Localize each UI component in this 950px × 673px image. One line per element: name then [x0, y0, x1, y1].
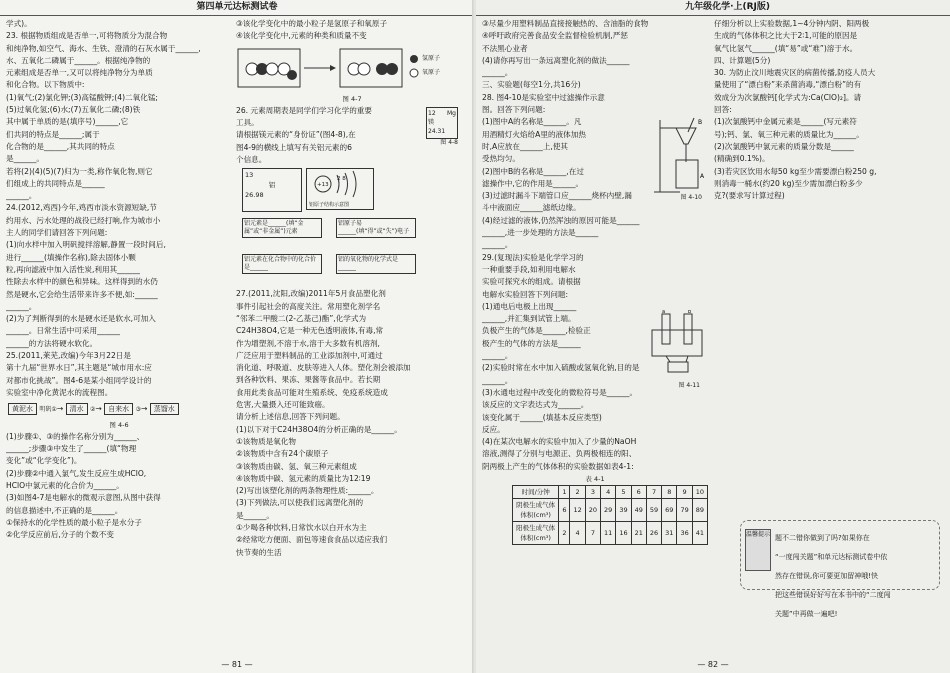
text-line: ______。	[482, 351, 513, 361]
text-line: 个信息。	[236, 155, 267, 165]
text-line: 克?(要求写计算过程)	[714, 191, 785, 201]
text-line: 变化”或“化学变化”)。	[6, 456, 82, 466]
text-line: ③该物质由碳、氢、氧三种元素组成	[236, 461, 357, 471]
text-line: 危害,大量摄入还可能致癌。	[236, 400, 330, 410]
legend-label: 氧原子	[422, 68, 441, 76]
table-row	[513, 499, 708, 522]
table-header-cell: 10	[692, 486, 707, 499]
text-line: ④呼吁政府完善食品安全监督检验机制,严惩	[482, 31, 628, 41]
figure-4-9	[236, 168, 468, 288]
table-cell: 21	[631, 522, 646, 545]
right-column-1	[482, 18, 708, 651]
table-cell: 2	[559, 522, 570, 545]
flow-chart-4-6: 黄泥水 明矾①→ 清水 ②→ 自来水 ③→ 蒸馏水	[8, 403, 232, 416]
element-card-mg	[426, 107, 458, 139]
text-line: 斗中液面应______滤纸边缘。	[482, 203, 581, 213]
text-line: ______;步骤③中发生了______(填“物理	[6, 444, 137, 454]
text-line: ③该化学变化中的最小粒子是氢原子和氧原子	[236, 19, 388, 28]
text-line: 和化合物。以下物质中:	[6, 80, 85, 90]
text-line: 对都市化挑战”。图4-6是某小组同学设计的	[6, 375, 152, 385]
legend-label: 氢原子	[422, 54, 441, 62]
text-line: 则消毒一桶水(约20 kg)至少需加漂白粉多少	[714, 178, 863, 188]
text-line: “邻苯二甲酸二(2-乙基己)酯”,化学式为	[236, 313, 367, 323]
text-line: 其中属于单质的是(填序号)______,它	[6, 117, 129, 127]
al-mass: 26.98	[245, 191, 264, 200]
text-line: (5)过氧化氢;(6)水;(7)五氧化二磷;(8)铁	[6, 105, 141, 115]
text-line: 不法黑心业者	[482, 43, 528, 53]
text-line: 图4-9的横线上填写有关铝元素的6	[236, 142, 352, 152]
table-header-cell: 2	[570, 486, 585, 499]
flow-arrow: ③	[135, 406, 141, 414]
text-line: 28. 图4-10是实验室中过滤操作示意	[482, 92, 605, 102]
atom-core: +13	[317, 182, 329, 189]
text-line: ②经常吃方便面、面包等速食食品以适应我们	[236, 535, 388, 545]
text-line: (4)在某次电解水的实验中加入了少量的NaOH	[482, 437, 637, 447]
info-box: 铝原子易______(填“得”或“失”)电子	[336, 218, 416, 238]
text-line: (2)实验时常在水中加入硫酸或氢氧化钠,目的是	[482, 363, 640, 373]
tip-icon: 温馨提示	[745, 529, 771, 571]
table-cell: 6	[559, 499, 570, 522]
text-line: 水、五氧化二磷属于______。根据纯净物的	[6, 55, 151, 65]
text-line: 是______。	[6, 154, 44, 164]
figure-caption: 图 4-10	[680, 194, 702, 201]
text-line: 粒,再向滤液中加入活性炭,利用其______	[6, 264, 140, 274]
text-line: 的信息描述中,不正确的是______。	[6, 505, 123, 515]
text-line: 滤操作中,它的作用是______。	[482, 178, 584, 188]
atom-structure-box	[306, 168, 374, 210]
flow-box: 清水	[66, 403, 88, 415]
text-line: ③尽量少用塑料制品直接接触热的、含油脂的食物	[482, 19, 649, 28]
text-line: (2)次氯酸钙中氯元素的质量分数是______	[714, 141, 854, 151]
mg-mass: 24.31	[428, 127, 446, 135]
right-page-number: — 82 —	[697, 660, 729, 669]
table-cell: 79	[677, 499, 692, 522]
text-line: 该变化属于______(填基本反应类型)	[482, 412, 602, 422]
text-line: 然存在错误,你可要更加留神哦!快	[775, 572, 879, 580]
flow-arrow: 明矾①	[39, 406, 57, 414]
text-line: ①保持水的化学性质的最小粒子是水分子	[6, 517, 142, 527]
text-line: 27.(2011,沈阳,改编)2011年5月食品塑化剂	[236, 289, 386, 299]
text-line: 快节奏的生活	[236, 547, 282, 557]
table-caption: 表 4-1	[585, 474, 605, 483]
text-line: 时,A应放在______上,使其	[482, 141, 568, 151]
table-header-cell: 4	[601, 486, 616, 499]
text-line: 30. 为防止汶川地震灾区的病菌传播,防疫人员大	[714, 68, 876, 78]
element-card-al	[242, 168, 302, 212]
text-line: 消化道、呼吸道、皮肤等进入人体。塑化剂会被添加	[236, 363, 411, 373]
text-line: 把这些错误好好写在本书中的“二度闯	[775, 591, 891, 599]
text-line: (3)若灾区饮用水每50 kg至少需要漂白粉250 g,	[714, 166, 877, 176]
text-line: 一种重要手段,如利用电解水	[482, 264, 576, 274]
text-line: ______的方法将硬水软化。	[6, 338, 98, 348]
table-header-cell: 1	[559, 486, 570, 499]
table-cell: 59	[646, 499, 661, 522]
info-box: 铝元素在化合物中的化合价是______	[242, 254, 322, 274]
left-column-2	[236, 18, 468, 651]
figure-caption: 图 4-11	[678, 382, 700, 389]
text-line: (2)步骤②中通入氯气,发生反应生成HClO,	[6, 468, 147, 478]
text-line: 性除去水样中的颜色和异味。这样得到的水仍	[6, 277, 158, 287]
table-header-cell: 5	[616, 486, 631, 499]
left-page-number: — 81 —	[221, 660, 253, 669]
text-line: ______。	[482, 375, 513, 385]
text-line: 事件引起社会的高度关注。常用塑化剂学名	[236, 301, 381, 311]
table-cell: 16	[616, 522, 631, 545]
table-cell: 36	[677, 522, 692, 545]
table-cell: 7	[585, 522, 600, 545]
svg-text:B: B	[698, 119, 703, 126]
left-column-1	[6, 18, 232, 651]
data-table-4-1	[512, 485, 708, 545]
svg-text:A: A	[700, 173, 705, 180]
text-line: (1)次氯酸钙中金属元素是______(写元素符	[714, 117, 857, 127]
text-line: (1)以下对于C24H38O4的分析正确的是______。	[236, 424, 402, 434]
table-header-cell: 8	[662, 486, 677, 499]
text-line: (1)图中A的名称是______。凡	[482, 117, 582, 127]
figure-4-7	[236, 45, 468, 93]
text-line: 然是硬水,它会给生活带来许多不便,如:______	[6, 289, 158, 299]
filtration-apparatus-icon	[650, 114, 708, 194]
text-line: 主人的同学们请回答下列问题:	[6, 228, 108, 238]
text-line: 第十九届“世界水日”,其主题是“城市用水:应	[6, 363, 152, 373]
table-header-cell: 9	[677, 486, 692, 499]
figure-caption: 图 4-8	[440, 138, 458, 146]
text-line: 三、实验题(每空1分,共16分)	[482, 80, 581, 90]
flow-box: 黄泥水	[8, 403, 37, 415]
table-cell: 29	[601, 499, 616, 522]
left-page	[0, 0, 474, 673]
figure-caption: 图 4-7	[342, 94, 362, 103]
text-line: 29.(复现法)实验是化学学习的	[482, 252, 584, 262]
text-line: 关题”中再做一遍吧!	[775, 610, 838, 618]
text-line: ______。	[482, 68, 513, 78]
text-line: 和纯净物,如空气、海水、生铁、澄清的石灰水属于______,	[6, 43, 201, 53]
text-line: 25.(2011,莱芜,改编)今年3月22日是	[6, 351, 131, 361]
text-line: C24H38O4,它是一种无色透明液体,有毒,常	[236, 326, 384, 336]
text-line: 是______。	[236, 510, 274, 520]
table-cell: 39	[616, 499, 631, 522]
atom-label: 铝原子结构示意图	[309, 202, 350, 209]
text-line: 24.(2012,鸡西)今年,鸡西市淡水资源短缺,节	[6, 203, 157, 213]
table-cell: 41	[692, 522, 707, 545]
table-header-cell: 7	[646, 486, 661, 499]
text-line: ④该化学变化中,元素的种类和质量不变	[236, 31, 367, 41]
text-line: (4)经过滤的液体,仍然浑浊的原因可能是______	[482, 215, 640, 225]
text-line: 效成分为次氯酸钙[化学式为:Ca(ClO)₂]。请	[714, 92, 862, 102]
text-line: (2)写出该塑化剂的两条物理性质:______。	[236, 486, 379, 496]
electrolysis-apparatus-icon	[648, 310, 708, 376]
text-line: 图。回答下列问题:	[482, 105, 546, 115]
mg-name: 镁	[428, 118, 435, 126]
text-line: (4)请你再写出一条远离塑化剂的做法______	[482, 55, 630, 65]
text-line: ______。	[6, 191, 37, 201]
table-row	[513, 522, 708, 545]
text-line: 仔细分析以上实验数据,1~4分钟内阴、阳两极	[714, 19, 870, 28]
text-line: ______。日常生活中可采用______	[6, 326, 120, 336]
mg-number: 12	[428, 109, 436, 117]
text-line: (1)步骤①、③的操作名称分别为______、	[6, 431, 145, 441]
text-line: 到各种饮料、果冻、果酱等食品中。若长期	[236, 375, 381, 385]
right-page	[476, 0, 950, 673]
left-header: 第四单元达标测试卷	[0, 0, 474, 16]
text-line: (1)通电后电极上出现______	[482, 301, 577, 311]
svg-text:b: b	[688, 310, 692, 315]
table-cell: 89	[692, 499, 707, 522]
text-line: 们共同的特点是______;属于	[6, 129, 100, 139]
text-line: 电解水实验回答下列问题:	[482, 289, 569, 299]
text-line: 回答:	[714, 105, 732, 115]
text-line: 学式)。	[6, 19, 32, 28]
text-line: 生成的气体体积之比大于2∶1,可能的原因是	[714, 31, 858, 41]
text-line: 溶液,测得了分别与电源正、负两极相连的阳、	[482, 449, 637, 459]
table-cell: 阴极生成气体体积(cm³)	[513, 499, 559, 522]
text-line: 进行______(填操作名称),除去固体小颗	[6, 252, 136, 262]
text-line: (3)下列做法,可以使我们远离塑化剂的	[236, 498, 364, 508]
text-line: 元素组成是否单一,又可以将纯净物分为单质	[6, 68, 153, 78]
text-line: 极产生的气体的方法是______	[482, 338, 581, 348]
text-line: 作为增塑剂,不溶于水,溶于大多数有机溶剂,	[236, 338, 380, 348]
text-line: ④该物质中碳、氢元素的质量比为12∶19	[236, 473, 371, 483]
text-line: HClO中氯元素的化合价为______。	[6, 480, 124, 490]
text-line: 26. 元素周期表是同学们学习化学的重要	[236, 105, 372, 115]
text-line: 约用水、污水处理的战役已经打响,作为城市小	[6, 215, 161, 225]
text-line: 量使用了“漂白粉”来杀菌消毒,“漂白粉”的有	[714, 80, 862, 90]
table-cell: 4	[570, 522, 585, 545]
table-header-cell: 6	[631, 486, 646, 499]
table-cell: 69	[662, 499, 677, 522]
text-line: (3)水通电过程中改变化的微粒符号是______。	[482, 387, 638, 397]
text-line: (3)如图4-7是电解水的微观示意图,从图中获得	[6, 493, 161, 503]
text-line: 请分析上述信息,回答下列问题。	[236, 412, 345, 422]
table-cell: 20	[585, 499, 600, 522]
text-line: 号);钙、氯、氧三种元素的质量比为______。	[714, 129, 864, 139]
text-line: 若将(2)(4)(5)(7)归为一类,称作氧化物,则它	[6, 166, 153, 176]
text-line: 该反应的文字表达式为______。	[482, 400, 589, 410]
text-line: ①少喝各种饮料,日常饮水以白开水为主	[236, 523, 367, 533]
text-line: 化合物的是______,其共同的特点	[6, 141, 115, 151]
text-line: 阴两极上产生的气体体积的实验数据如表4-1:	[482, 461, 634, 471]
text-line: 氧气比氢气______(填“易”或“难”)溶于水。	[714, 43, 858, 53]
text-line: 受热均匀。	[482, 154, 520, 164]
text-line: 四、计算题(5分)	[714, 55, 771, 65]
text-line: ______,并汇集到试管上端。	[482, 314, 576, 324]
text-line: 广泛应用于塑料制品的工业添加剂中,可通过	[236, 350, 383, 360]
text-line: (1)氧气;(2)氯化钾;(3)高锰酸钾;(4)二氧化锰;	[6, 92, 158, 102]
tip-box	[740, 520, 940, 618]
flow-box: 自来水	[104, 403, 133, 415]
al-name: 铝	[268, 181, 276, 190]
text-line: 题不二错你做到了吗?如果你在	[775, 534, 870, 542]
mg-symbol: Mg	[447, 109, 456, 117]
text-line: “一度闯关题”和单元达标测试卷中依	[775, 553, 888, 561]
text-line: ______。	[6, 301, 37, 311]
table-header-cell: 时间/分钟	[513, 486, 559, 499]
text-line: 食用此类食品可能对生殖系统、免疫系统造成	[236, 387, 388, 397]
text-line: (3)过滤时漏斗下端管口应______烧杯内壁,漏	[482, 191, 632, 201]
flow-box: 蒸馏水	[150, 403, 179, 415]
text-line: 实验室中净化黄泥水的流程图。	[6, 387, 113, 397]
right-header: 九年级化学·上(RJ版)	[476, 0, 950, 16]
text-line: (1)向水样中加入明矾搅拌溶解,静置一段时间后,	[6, 240, 166, 250]
text-line: 反应。	[482, 424, 505, 434]
al-number: 13	[245, 171, 254, 180]
text-line: ①该物质是氧化物	[236, 436, 296, 446]
text-line: 23. 根据物质组成是否单一,可将物质分为混合物	[6, 31, 168, 41]
table-cell: 12	[570, 499, 585, 522]
table-cell: 阳极生成气体体积(cm³)	[513, 522, 559, 545]
info-box: 铝的氧化物的化学式是______	[336, 254, 416, 274]
table-cell: 31	[662, 522, 677, 545]
svg-text:a: a	[662, 310, 666, 315]
text-line: 实验可探究水的组成。请根据	[482, 277, 581, 287]
text-line: 用酒精灯火焰给A里的液体加热	[482, 129, 586, 139]
text-line: ______,进一步处理的方法是______	[482, 228, 599, 238]
text-line: (精确到0.1%)。	[714, 154, 770, 164]
text-line: (2)为了判断得到的水是硬水还是软水,可加入	[6, 314, 156, 324]
text-line: ______。	[482, 240, 513, 250]
text-line: 工具。	[236, 118, 259, 128]
table-header-cell: 3	[585, 486, 600, 499]
text-line: ②该物质中含有24个碳原子	[236, 449, 329, 459]
flow-arrow: ②	[90, 406, 96, 414]
figure-caption: 图 4-6	[109, 420, 129, 429]
atom-shells: 2 8	[337, 176, 346, 183]
info-box: 铝元素是______(填“金属”或“非金属”)元素	[242, 218, 322, 238]
table-cell: 11	[601, 522, 616, 545]
text-line: ②化学反应前后,分子的个数不变	[6, 530, 114, 540]
text-line: (2)图中B的名称是______,在过	[482, 166, 584, 176]
text-line: 负极产生的气体是______,检验正	[482, 326, 591, 336]
table-cell: 26	[646, 522, 661, 545]
text-line: 请根据镁元素的“身份证”(图4-8),在	[236, 130, 356, 140]
text-line: 们组成上的共同特点是______	[6, 178, 105, 188]
table-cell: 49	[631, 499, 646, 522]
